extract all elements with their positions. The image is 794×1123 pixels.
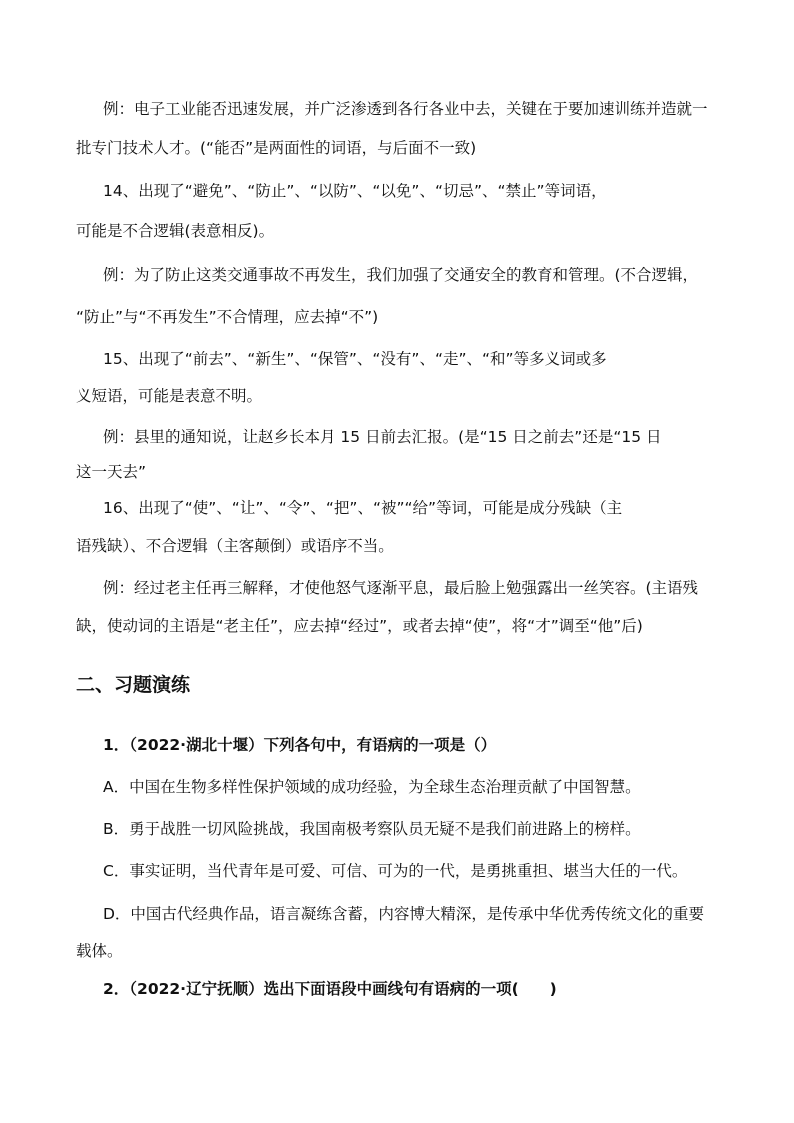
rule-14-line-2: 可能是不合逻辑(表意相反)。 xyxy=(76,222,275,240)
question-2-stem: 2．（2022·辽宁抚顺）选出下面语段中画线句有语病的一项( ) xyxy=(103,980,557,998)
rule-14-line-1: 14、出现了“避免”、“防止”、“以防”、“以免”、“切忌”、“禁止”等词语， xyxy=(103,182,607,200)
example-14-line-1: 例：为了防止这类交通事故不再发生，我们加强了交通安全的教育和管理。(不合逻辑， xyxy=(103,266,699,284)
example-16-line-1: 例：经过老主任再三解释，才使他怒气逐渐平息，最后脸上勉强露出一丝笑容。(主语残 xyxy=(103,579,699,597)
question-1-stem: 1．（2022·湖北十堰）下列各句中，有语病的一项是（） xyxy=(103,736,497,754)
example-13-line-1: 例：电子工业能否迅速发展，并广泛渗透到各行各业中去，关键在于要加速训练并造就一 xyxy=(103,100,708,118)
question-1-option-d-line-1: D．中国古代经典作品，语言凝练含蓄，内容博大精深，是传承中华优秀传统文化的重要 xyxy=(103,905,704,923)
rule-16-line-2: 语残缺）、不合逻辑（主客颠倒）或语序不当。 xyxy=(76,537,394,555)
question-1-option-c: C．事实证明，当代青年是可爱、可信、可为的一代，是勇挑重担、堪当大任的一代。 xyxy=(103,862,688,880)
rule-16-line-1: 16、出现了“使”、“让”、“令”、“把”、“被”“给”等词，可能是成分残缺（主 xyxy=(103,499,623,517)
example-15-line-2: 这一天去” xyxy=(76,463,147,481)
section-title: 二、习题演练 xyxy=(76,674,191,696)
example-14-line-2: “防止”与“不再发生”不合情理，应去掉“不”) xyxy=(76,308,379,326)
question-1-option-b: B．勇于战胜一切风险挑战，我国南极考察队员无疑不是我们前进路上的榜样。 xyxy=(103,820,641,838)
example-13-line-2: 批专门技术人才。(“能否”是两面性的词语，与后面不一致) xyxy=(76,139,477,157)
example-15-line-1: 例：县里的通知说，让赵乡长本月 15 日前去汇报。(是“15 日之前去”还是“15 日 xyxy=(103,428,662,446)
example-16-line-2: 缺，使动词的主语是“老主任”，应去掉“经过”，或者去掉“使”，将“才”调至“他”后) xyxy=(76,617,643,635)
question-1-option-a: A．中国在生物多样性保护领域的成功经验，为全球生态治理贡献了中国智慧。 xyxy=(103,778,641,796)
rule-15-line-1: 15、出现了“前去”、“新生”、“保管”、“没有”、“走”、“和”等多义词或多 xyxy=(103,350,607,368)
question-1-option-d-line-2: 载体。 xyxy=(76,942,123,960)
rule-15-line-2: 义短语，可能是表意不明。 xyxy=(76,387,263,405)
